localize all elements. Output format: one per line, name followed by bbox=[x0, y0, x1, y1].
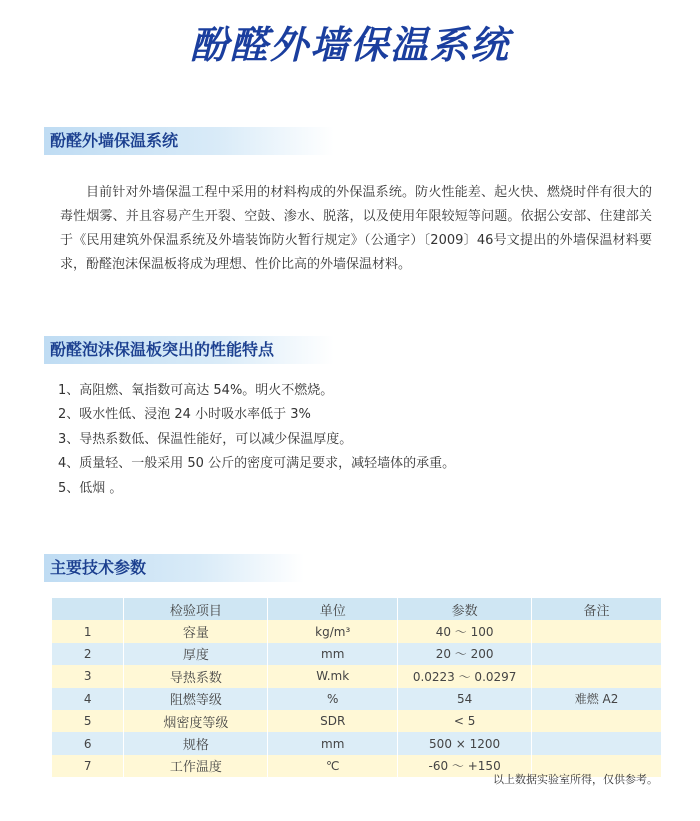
item-unit: mm bbox=[268, 732, 398, 754]
row-index: 5 bbox=[52, 710, 124, 732]
row-index: 4 bbox=[52, 688, 124, 710]
item-unit: ℃ bbox=[268, 755, 398, 777]
row-index: 1 bbox=[52, 620, 124, 642]
item-remark bbox=[532, 710, 662, 732]
table-row bbox=[52, 643, 662, 665]
table-header-cell: 备注 bbox=[532, 598, 662, 620]
item-name: 厚度 bbox=[124, 643, 268, 665]
table-row bbox=[52, 620, 662, 642]
table-row bbox=[52, 732, 662, 754]
item-value: 500 × 1200 bbox=[398, 732, 532, 754]
table-header-cell: 单位 bbox=[268, 598, 398, 620]
item-name: 导热系数 bbox=[124, 665, 268, 687]
item-remark bbox=[532, 732, 662, 754]
item-name: 工作温度 bbox=[124, 755, 268, 777]
feature-item: 5、低烟 。 bbox=[58, 481, 123, 496]
section-heading-features: 酚醛泡沫保温板突出的性能特点 bbox=[44, 336, 334, 364]
feature-item: 2、吸水性低、浸泡 24 小时吸水率低于 3% bbox=[58, 407, 311, 422]
item-unit: kg/m³ bbox=[268, 620, 398, 642]
table-row bbox=[52, 688, 662, 710]
table-row bbox=[52, 665, 662, 687]
section-heading-intro: 酚醛外墙保温系统 bbox=[44, 127, 334, 155]
item-name: 规格 bbox=[124, 732, 268, 754]
feature-item: 3、导热系数低、保温性能好，可以减少保温厚度。 bbox=[58, 432, 353, 447]
table-header-cell: 检验项目 bbox=[124, 598, 268, 620]
item-value: 0.0223 ～ 0.0297 bbox=[398, 665, 532, 687]
item-unit: W.mk bbox=[268, 665, 398, 687]
table-header-cell bbox=[52, 598, 124, 620]
item-value: < 5 bbox=[398, 710, 532, 732]
row-index: 3 bbox=[52, 665, 124, 687]
feature-item: 1、高阻燃、氧指数可高达 54%。明火不燃烧。 bbox=[58, 383, 334, 398]
table-header-cell: 参数 bbox=[398, 598, 532, 620]
item-name: 容量 bbox=[124, 620, 268, 642]
params-table bbox=[52, 598, 662, 777]
row-index: 7 bbox=[52, 755, 124, 777]
section-heading-params: 主要技术参数 bbox=[44, 554, 304, 582]
item-remark bbox=[532, 620, 662, 642]
item-remark: 难燃 A2 bbox=[532, 688, 662, 710]
item-unit: % bbox=[268, 688, 398, 710]
feature-item: 4、质量轻、一般采用 50 公斤的密度可满足要求，减轻墙体的承重。 bbox=[58, 456, 456, 471]
item-remark bbox=[532, 665, 662, 687]
table-row bbox=[52, 710, 662, 732]
item-unit: mm bbox=[268, 643, 398, 665]
item-remark bbox=[532, 643, 662, 665]
item-unit: SDR bbox=[268, 710, 398, 732]
page-title: 酚醛外墙保温系统 bbox=[189, 23, 510, 67]
item-value: 20 ～ 200 bbox=[398, 643, 532, 665]
row-index: 2 bbox=[52, 643, 124, 665]
table-header-row bbox=[52, 598, 662, 620]
item-name: 阻燃等级 bbox=[124, 688, 268, 710]
item-name: 烟密度等级 bbox=[124, 710, 268, 732]
item-value: 40 ～ 100 bbox=[398, 620, 532, 642]
row-index: 6 bbox=[52, 732, 124, 754]
item-value: 54 bbox=[398, 688, 532, 710]
intro-paragraph: 目前针对外墙保温工程中采用的材料构成的外保温系统。防火性能差、起火快、燃烧时伴有很大的毒性烟雾、并且容易产生开裂、空鼓、渗水、脱落，以及使用年限较短等问题。依据公安部、住建部关于《民用建筑外保温系统及外墙装饰防火暂行规定》（公通字）〔2009〕46号文提出的外墙保温材料要求，酚醛泡沫保温板将成为理想、性价比高的外墙保温材料。 bbox=[60, 185, 652, 272]
table-footnote: 以上数据实验室所得，仅供参考。 bbox=[493, 773, 658, 786]
item-value: -60 ～ +150 bbox=[398, 755, 532, 777]
